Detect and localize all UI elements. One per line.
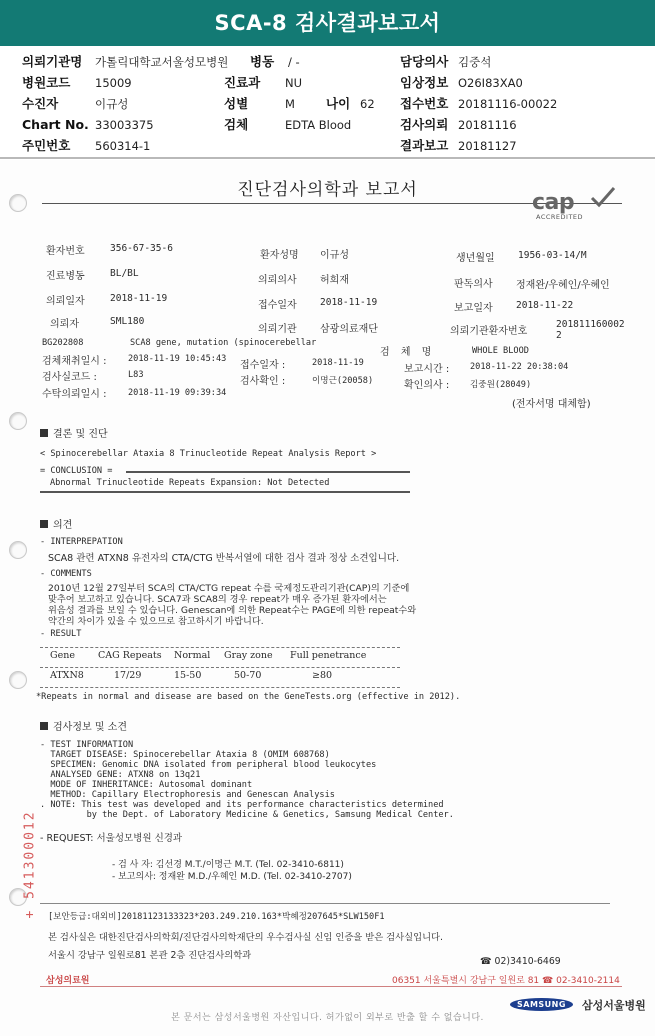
verify-label: 검사확인 : [240, 376, 286, 387]
info-value-institution: 삼광의료재단 [320, 324, 378, 335]
info-label-report-date: 보고일자 [454, 303, 493, 314]
info-value-requester: SML180 [110, 316, 145, 327]
test-info-line: METHOD: Capillary Electrophoresis and Genescan Analysis [40, 790, 335, 800]
report-time-label: 보고시간 : [404, 364, 450, 375]
header-value-doctor: 김중석 [458, 55, 492, 69]
header-label-report-date: 결과보고 [400, 138, 449, 153]
test-info-line: SPECIMEN: Genomic DNA isolated from peripheral blood leukocytes [40, 760, 377, 770]
conclusion-rule [126, 471, 410, 473]
report-name: < Spinocerebellar Ataxia 8 Trinucleotide Repeat Analysis Report > [40, 449, 377, 459]
info-label-requester: 의뢰자 [50, 319, 79, 330]
security-rule [40, 903, 610, 904]
header-label-institution: 의뢰기관명 [22, 54, 83, 69]
info-label-birth: 생년월일 [456, 253, 495, 264]
header-label-department: 진료과 [224, 75, 261, 90]
certification-line: 본 검사실은 대한진단검사의학회/진단검사의학재단의 우수검사실 신임 인증을 받은 검사실입니다. [48, 932, 443, 943]
samsung-hospital-name: 삼성서울병원 [582, 998, 646, 1012]
table-cell-gray: 50-70 [234, 670, 262, 681]
punch-hole [9, 412, 27, 430]
cap-logo-sub: ACCREDITED [536, 213, 584, 221]
tester-line: - 검 사 자: 김선경 M.T./이명근 M.T. (Tel. 02-3410-6811) [112, 860, 344, 870]
conclusion-text: Abnormal Trinucleotide Repeats Expansion: Not Detected [50, 478, 330, 488]
test-info-line: TARGET DISEASE: Spinocerebellar Ataxia 8 (OMIM 608768) [40, 750, 330, 760]
section-opinion-title [40, 516, 72, 531]
table-header-cag: CAG Repeats [98, 650, 162, 661]
header-value-specimen: EDTA Blood [285, 118, 352, 132]
table-cell-normal: 15-50 [174, 670, 202, 681]
specimen-label: 검 체 명 [380, 347, 436, 358]
conclusion-bottom-rule [40, 491, 410, 493]
punch-hole [9, 671, 27, 689]
samsung-oval-logo: SAMSUNG [510, 998, 573, 1011]
report-time-value: 2018-11-22 20:38:04 [470, 362, 569, 372]
section-testinfo-title [40, 718, 127, 733]
footer-address: 06351 서울특별시 강남구 일원로 81 ☎ 02-3410-2114 [392, 976, 620, 986]
info-value-report-date: 2018-11-22 [516, 300, 574, 311]
comments-heading: - COMMENTS [40, 569, 92, 579]
header-label-accession: 접수번호 [400, 96, 449, 111]
footer-rule [40, 986, 622, 987]
test-info-line: ANALYSED GENE: ATXN8 on 13q21 [40, 770, 201, 780]
collect-label: 검체채취일시 : [42, 356, 107, 367]
specimen-value: WHOLE BLOOD [472, 346, 529, 356]
info-label-request-date: 의뢰일자 [46, 296, 85, 307]
comment-line: 맞추어 보고하고 있습니다. SCA7과 SCA8의 경우 repeat가 매우 증가된 환자에서는 [48, 594, 387, 605]
info-label-receipt-date: 접수일자 [258, 300, 297, 311]
section-testinfo-text: 검사정보 및 소견 [53, 722, 127, 733]
table-header-gray: Gray zone [224, 650, 273, 661]
test-code: BG202808 [42, 338, 84, 348]
phone-line: ☎ 02)3410-6469 [480, 956, 561, 967]
table-footnote: *Repeats in normal and disease are based on the GeneTests.org (effective in 2012). [36, 692, 461, 702]
address-line: 서울시 강남구 일원로81 본관 2층 진단검사의학과 [48, 950, 252, 961]
info-value-ward: BL/BL [110, 268, 139, 279]
section-conclusion-title [40, 425, 108, 440]
info-value-patient-name: 이규성 [320, 250, 349, 261]
entrust-value: 2018-11-19 09:39:34 [128, 388, 227, 398]
section-opinion-text: 의견 [53, 520, 73, 531]
header-value-department: NU [285, 76, 303, 90]
punch-hole [9, 541, 27, 559]
header-value-resident-no: 560314-1 [95, 139, 151, 153]
header-value-patient: 이규성 [95, 97, 129, 111]
info-value-reading-doctor: 정재완/우혜인/우혜인 [516, 280, 610, 291]
info-value-inst-patient-no: 201811160002 2 [556, 319, 625, 341]
info-label-ward: 진료병동 [46, 271, 85, 282]
room-value: L83 [128, 370, 144, 380]
result-heading: - RESULT [40, 629, 82, 639]
header-value-clinical-info: O26I83XA0 [458, 76, 523, 90]
table-rule [40, 687, 400, 688]
interpretation-text: SCA8 관련 ATXN8 유전자의 CTA/CTG 반복서열에 대한 검사 결과 정상 소견입니다. [48, 553, 400, 564]
table-cell-cag: 17/29 [114, 670, 142, 681]
header-label-doctor: 담당의사 [400, 54, 449, 69]
reporter-line: - 보고의사: 정재완 M.D./우혜인 M.D. (Tel. 02-3410-2707) [112, 872, 352, 882]
table-header-full: Full penetrance [290, 650, 367, 661]
test-info-line: MODE OF INHERITANCE: Autosomal dominant [40, 780, 253, 790]
header-value-sex: M [285, 97, 295, 111]
comment-line: 2010년 12월 27일부터 SCA의 CTA/CTG repeat 수를 국제정도관리기관(CAP)의 기준에 [48, 583, 410, 594]
header-row-4 [0, 115, 655, 135]
header-label-age: 나이 [326, 96, 351, 111]
receipt-label: 접수일자 : [240, 360, 286, 371]
table-cell-gene: ATXN8 [50, 670, 84, 681]
table-cell-full: ≥80 [312, 670, 333, 681]
table-header-normal: Normal [174, 650, 211, 661]
header-label-sex: 성별 [224, 96, 249, 111]
info-label-institution: 의뢰기관 [258, 324, 297, 335]
info-value-receipt-date: 2018-11-19 [320, 297, 378, 308]
verify-value: 이명근(20058) [312, 376, 374, 386]
info-value-patient-no: 356-67-35-6 [110, 243, 173, 254]
table-header-gene: Gene [50, 650, 75, 661]
test-info-line: . NOTE: This test was developed and its performance characteristics determined [40, 800, 444, 810]
header-label-ward: 병동 [250, 54, 275, 69]
header-value-age: 62 [360, 97, 375, 111]
header-value-accession: 20181116-00022 [458, 97, 558, 111]
confirm-value: 김중원(28049) [470, 380, 532, 390]
header-value-ward: / - [288, 55, 300, 69]
interpretation-heading: - INTERPREPATION [40, 537, 123, 547]
header-row-1 [0, 52, 655, 72]
conclusion-heading: = CONCLUSION = [40, 466, 113, 476]
header-label-specimen: 검체 [224, 117, 249, 132]
header-row-2 [0, 73, 655, 93]
header-label-request-date: 검사의뢰 [400, 117, 449, 132]
info-value-request-date: 2018-11-19 [110, 293, 168, 304]
comment-line: 약간의 차이가 있을 수 있으므로 참고하시기 바랍니다. [48, 616, 264, 627]
confidentiality-note: 본 문서는 삼성서울병원 자산입니다. 허가없이 외부로 반출 할 수 없습니다. [171, 1013, 484, 1023]
footer-org: 삼성의료원 [46, 976, 90, 986]
header-label-patient: 수진자 [22, 96, 59, 111]
info-label-inst-patient-no: 의뢰기관환자번호 [450, 326, 528, 337]
header-label-hospital-code: 병원코드 [22, 75, 71, 90]
table-header-row [40, 647, 400, 667]
table-row [40, 667, 400, 687]
request-line: - REQUEST: 서울성모병원 신경과 [40, 833, 183, 844]
header-value-report-date: 20181127 [458, 139, 517, 153]
entrust-label: 수탁의뢰일시 : [42, 389, 107, 400]
footer-strip [0, 973, 655, 987]
comment-line: 위음성 결과를 보일 수 있습니다. Genescan에 의한 Repeat수는 PAGE에 의한 repeat수와 [48, 605, 417, 616]
header-value-hospital-code: 15009 [95, 76, 132, 90]
cap-accredited-logo [532, 190, 616, 226]
header-row-5 [0, 136, 655, 156]
collect-value: 2018-11-19 10:45:43 [128, 354, 227, 364]
side-document-number [20, 812, 40, 922]
receipt-value: 2018-11-19 [312, 358, 364, 368]
header-info [0, 46, 655, 158]
report-banner-title: SCA-8 검사결과보고서 [0, 0, 655, 46]
info-value-birth: 1956-03-14/M [518, 250, 587, 261]
report-title: 진단검사의학과 보고서 [237, 180, 418, 200]
room-label: 검사실코드 : [42, 372, 97, 383]
header-value-institution: 가톨릭대학교서울성모병원 [95, 55, 229, 69]
info-label-patient-name: 환자성명 [260, 250, 299, 261]
info-label-patient-no: 환자번호 [46, 246, 85, 257]
header-label-chart-no: Chart No. [22, 117, 89, 132]
result-table [40, 647, 400, 687]
test-info-line: - TEST INFORMATION [40, 740, 134, 750]
side-number-text: + 541300012 [22, 810, 38, 919]
header-value-request-date: 20181116 [458, 118, 517, 132]
header-value-chart-no: 33003375 [95, 118, 154, 132]
info-value-referring-doctor: 허희재 [320, 275, 349, 286]
checkmark-icon [590, 186, 616, 208]
header-label-resident-no: 주민번호 [22, 138, 71, 153]
section-conclusion-text: 결론 및 진단 [53, 429, 108, 440]
info-label-referring-doctor: 의뢰의사 [258, 275, 297, 286]
header-row-3 [0, 94, 655, 114]
header-divider [0, 157, 655, 159]
info-label-reading-doctor: 판독의사 [454, 279, 493, 290]
confirm-label: 확인의사 : [404, 380, 450, 391]
test-info-line: by the Dept. of Laboratory Medicine & Genetics, Samsung Medical Center. [40, 810, 454, 820]
e-signature-note: (전자서명 대체함) [512, 399, 591, 410]
header-label-clinical-info: 임상정보 [400, 75, 449, 90]
security-line: [보안등급:대외비]20181123133323*203.249.210.163*박혜정207645*SLW150F1 [48, 912, 385, 922]
cap-logo-word: cap [532, 190, 575, 215]
test-name: SCA8 gene, mutation (spinocerebellar [130, 338, 317, 348]
